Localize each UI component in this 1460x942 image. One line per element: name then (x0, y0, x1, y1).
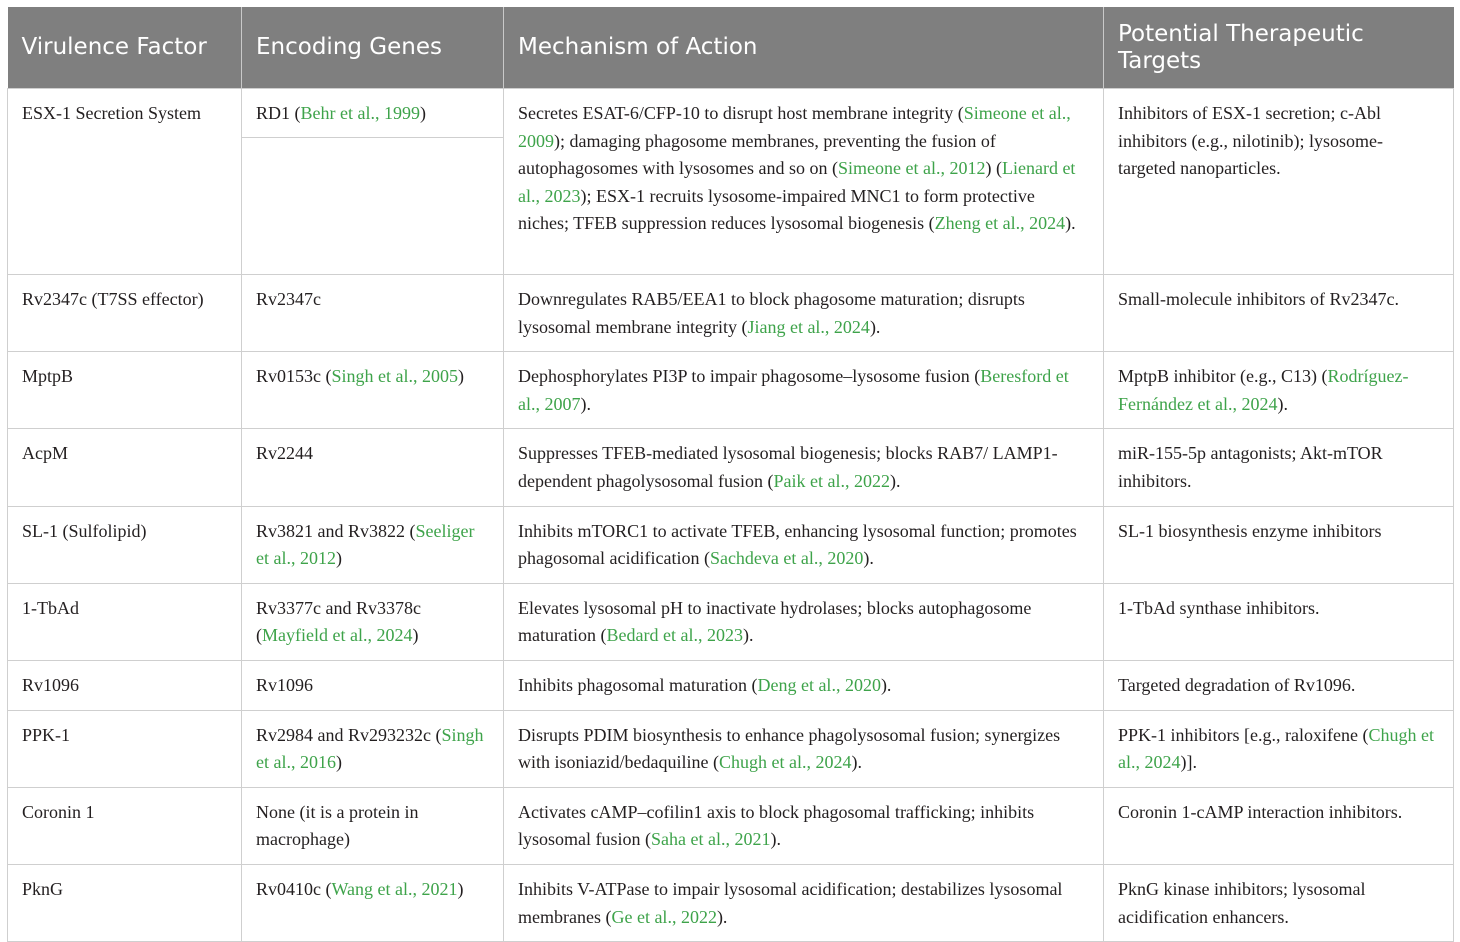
cell-text: SL-1 biosynthesis enzyme inhibitors (1118, 520, 1382, 541)
table-row (8, 275, 1454, 352)
citation-link[interactable]: Lienard et al., 2023 (518, 158, 1076, 206)
table-row (8, 583, 1454, 660)
genes-subcell (242, 89, 503, 138)
virulence-factor-cell: SL-1 (Sulfolipid) (8, 506, 242, 583)
header-row (8, 7, 1454, 89)
therapeutic-targets-cell (1104, 660, 1454, 710)
citation-link[interactable]: Seeliger et al., 2012 (256, 520, 475, 569)
cell-text: Disrupts PDIM biosynthesis to enhance phagolysosomal fusion; synergizes with isoniazid/bedaquiline ( (518, 724, 1061, 773)
table-body (8, 89, 1454, 942)
cell-text: Targeted degradation of Rv1096. (1118, 674, 1356, 695)
table-row (8, 660, 1454, 710)
encoding-genes-cell (242, 275, 504, 352)
virulence-factor-cell: PPK-1 (8, 710, 242, 787)
cell-text: Dephosphorylates PI3P to impair phagosome–lysosome fusion ( (518, 366, 981, 387)
encoding-genes-cell (242, 660, 504, 710)
mechanism-cell (504, 787, 1104, 864)
cell-text: Secretes ESAT-6/CFP-10 to disrupt host membrane integrity ( (518, 103, 964, 123)
cell-text: Inhibits phagosomal maturation ( (518, 674, 758, 695)
cell-text: miR-155-5p antagonists; Akt-mTOR inhibitors. (1118, 443, 1383, 491)
cell-text: ) (419, 103, 426, 123)
cell-text: Rv2984 and Rv293232c ( (256, 724, 442, 745)
citation-link[interactable]: Paik et al., 2022 (773, 470, 890, 491)
encoding-genes-cell (242, 583, 504, 660)
cell-text: Suppresses TFEB-mediated lysosomal biogenesis; blocks RAB7/ LAMP1-dependent phagolysosomal fusion ( (518, 443, 1058, 491)
table-row (8, 429, 1454, 506)
cell-text: ). (1065, 213, 1076, 234)
cell-text: ) (335, 752, 342, 773)
cell-text: Rv0410c ( (256, 878, 332, 899)
therapeutic-targets-cell (1104, 429, 1454, 506)
encoding-genes-cell (242, 89, 504, 275)
mechanism-cell (504, 352, 1104, 429)
cell-text: Rv1096 (256, 674, 314, 695)
cell-text: Rv3821 and Rv3822 ( (256, 520, 416, 541)
cell-text: PPK-1 inhibitors [e.g., raloxifene ( (1118, 724, 1369, 745)
citation-link[interactable]: Saha et al., 2021 (651, 829, 771, 850)
therapeutic-targets-cell (1104, 710, 1454, 787)
encoding-genes-cell (242, 506, 504, 583)
virulence-factor-cell: Rv2347c (T7SS effector) (8, 275, 242, 352)
encoding-genes-cell (242, 864, 504, 941)
header-encoding-genes: Encoding Genes (242, 7, 504, 89)
header-therapeutic-targets: Potential Therapeutic Targets (1104, 7, 1454, 89)
cell-text: Inhibits mTORC1 to activate TFEB, enhancing lysosomal function; promotes phagosomal acidification ( (518, 520, 1077, 569)
citation-link[interactable]: Simeone et al., 2009 (518, 103, 1071, 151)
cell-text: ) ( (985, 158, 1002, 179)
citation-link[interactable]: Jiang et al., 2024 (747, 316, 870, 337)
citation-link[interactable]: Ge et al., 2022 (611, 906, 717, 927)
table-row (8, 352, 1454, 429)
virulence-factor-table (7, 7, 1454, 942)
mechanism-cell (504, 660, 1104, 710)
cell-text: ). (863, 548, 874, 569)
encoding-genes-cell (242, 710, 504, 787)
mechanism-cell (504, 506, 1104, 583)
citation-link[interactable]: Chugh et al., 2024 (718, 752, 852, 773)
mechanism-cell (504, 710, 1104, 787)
cell-text: ). (889, 470, 901, 491)
cell-text: Coronin 1-cAMP interaction inhibitors. (1118, 801, 1403, 822)
cell-text: ) (458, 366, 464, 387)
cell-text: None (it is a protein in macrophage) (256, 801, 419, 850)
cell-text: Rv2244 (256, 443, 314, 464)
cell-text: Activates cAMP–cofilin1 axis to block phagosomal trafficking; inhibits lysosomal fusion ( (518, 801, 1035, 850)
cell-text: RD1 ( (256, 103, 301, 123)
virulence-factor-cell: MptpB (8, 352, 242, 429)
cell-text: Downregulates RAB5/EEA1 to block phagosome maturation; disrupts lysosomal membrane integrity ( (518, 289, 1025, 337)
therapeutic-targets-cell (1104, 787, 1454, 864)
table-row (8, 506, 1454, 583)
citation-link[interactable]: Chugh et al., 2024 (1118, 724, 1434, 773)
cell-text: ). (869, 316, 881, 337)
therapeutic-targets-cell (1104, 506, 1454, 583)
mechanism-cell (504, 429, 1104, 506)
cell-text: 1-TbAd synthase inhibitors. (1118, 597, 1320, 618)
citation-link[interactable]: Sachdeva et al., 2020 (709, 548, 864, 569)
mechanism-cell (504, 275, 1104, 352)
therapeutic-targets-cell (1104, 352, 1454, 429)
citation-link[interactable]: Singh et al., 2016 (256, 724, 484, 773)
virulence-factor-cell: Rv1096 (8, 660, 242, 710)
therapeutic-targets-cell (1104, 583, 1454, 660)
mechanism-cell (504, 864, 1104, 941)
cell-text: ) (457, 878, 464, 899)
header-virulence-factor: Virulence Factor (8, 7, 242, 89)
citation-link[interactable]: Bedard et al., 2023 (606, 625, 743, 646)
cell-text: ). (716, 906, 728, 927)
citation-link[interactable]: Behr et al., 1999 (300, 103, 420, 123)
cell-text: )]. (1180, 752, 1197, 773)
cell-text: Rv2347c (256, 289, 321, 309)
citation-link[interactable]: Singh et al., 2005 (331, 366, 458, 387)
cell-text: ); damaging phagosome membranes, preventing the fusion of autophagosomes with lysosomes and so on ( (518, 130, 996, 179)
cell-text: ); ESX-1 recruits lysosome-impaired MNC1 to form protective niches; TFEB suppression reduces lysosomal biogenesis ( (518, 185, 1035, 234)
virulence-factor-cell: PknG (8, 864, 242, 941)
citation-link[interactable]: Wang et al., 2021 (331, 878, 458, 899)
therapeutic-targets-cell (1104, 89, 1454, 275)
cell-text: ). (1277, 393, 1288, 414)
virulence-factor-cell: 1-TbAd (8, 583, 242, 660)
citation-link[interactable]: Deng et al., 2020 (757, 674, 881, 695)
cell-text: ). (742, 625, 754, 646)
therapeutic-targets-cell (1104, 864, 1454, 941)
table-row (8, 710, 1454, 787)
cell-text: ). (851, 752, 862, 773)
encoding-genes-cell (242, 787, 504, 864)
virulence-factor-cell: AcpM (8, 429, 242, 506)
cell-text: Elevates lysosomal pH to inactivate hydrolases; blocks autophagosome maturation ( (518, 597, 1032, 646)
cell-text: ). (880, 674, 892, 695)
cell-text: ) (412, 625, 419, 646)
mechanism-cell (504, 89, 1104, 275)
virulence-factor-cell: Coronin 1 (8, 787, 242, 864)
cell-text: ). (580, 393, 591, 414)
cell-text: ) (335, 548, 342, 569)
table-row (8, 864, 1454, 941)
cell-text: ). (770, 829, 781, 850)
cell-text: Small-molecule inhibitors of Rv2347c. (1118, 289, 1399, 309)
table-header (8, 7, 1454, 89)
header-mechanism-of-action: Mechanism of Action (504, 7, 1104, 89)
mechanism-cell (504, 583, 1104, 660)
cell-text: Inhibits V-ATPase to impair lysosomal acidification; destabilizes lysosomal membranes ( (518, 878, 1063, 927)
cell-text: PknG kinase inhibitors; lysosomal acidification enhancers. (1118, 878, 1366, 927)
citation-link[interactable]: Beresford et al., 2007 (518, 366, 1069, 414)
encoding-genes-cell (242, 429, 504, 506)
cell-text: Rv0153c ( (256, 366, 332, 387)
therapeutic-targets-cell (1104, 275, 1454, 352)
table-row (8, 89, 1454, 275)
cell-text: Rv3377c and Rv3378c ( (256, 597, 421, 646)
citation-link[interactable]: Simeone et al., 2012 (837, 158, 986, 179)
citation-link[interactable]: Rodríguez-Fernández et al., 2024 (1118, 366, 1409, 414)
table-row (8, 787, 1454, 864)
citation-link[interactable]: Zheng et al., 2024 (934, 213, 1066, 234)
encoding-genes-cell (242, 352, 504, 429)
cell-text: Inhibitors of ESX-1 secretion; c-Abl inhibitors (e.g., nilotinib); lysosome-targeted nanoparticles. (1118, 103, 1383, 179)
cell-text: MptpB inhibitor (e.g., C13) ( (1118, 366, 1328, 387)
virulence-factor-cell: ESX-1 Secretion System (8, 89, 242, 275)
citation-link[interactable]: Mayfield et al., 2024 (262, 625, 413, 646)
